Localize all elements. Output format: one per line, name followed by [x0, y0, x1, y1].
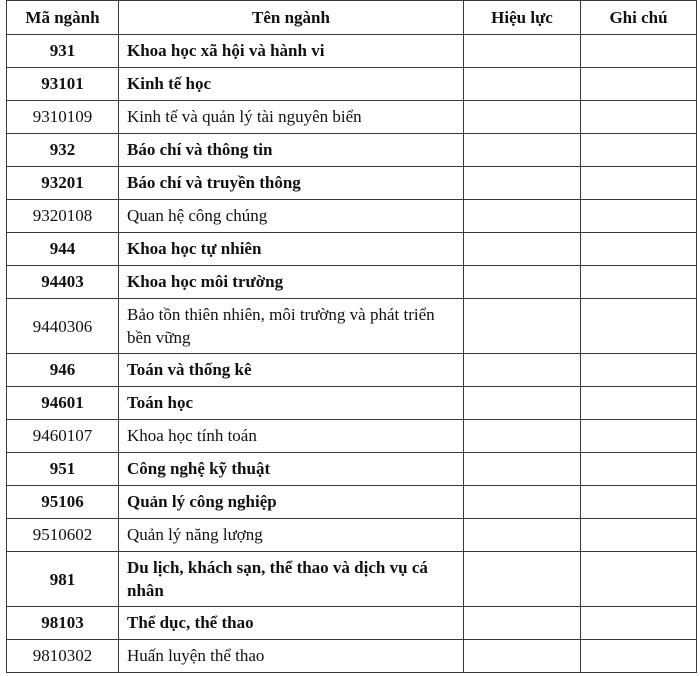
- table-row: [7, 134, 697, 167]
- table-row: [7, 68, 697, 101]
- program-code-cell: 94601: [7, 387, 119, 420]
- program-name-cell: Khoa học môi trường: [119, 266, 464, 299]
- program-name-cell: Quan hệ công chúng: [119, 200, 464, 233]
- effect-cell: [464, 552, 581, 607]
- program-name-cell: Du lịch, khách sạn, thể thao và dịch vụ cá nhân: [119, 552, 464, 607]
- effect-cell: [464, 640, 581, 673]
- program-name-cell: Kinh tế học: [119, 68, 464, 101]
- program-code-cell: 93101: [7, 68, 119, 101]
- program-name-cell: Bảo tồn thiên nhiên, môi trường và phát triển bền vững: [119, 299, 464, 354]
- program-code-cell: 9810302: [7, 640, 119, 673]
- effect-cell: [464, 519, 581, 552]
- table-row: [7, 607, 697, 640]
- program-name-cell: Kinh tế và quản lý tài nguyên biển: [119, 101, 464, 134]
- program-code-cell: 9510602: [7, 519, 119, 552]
- header-effect: Hiệu lực: [464, 1, 581, 35]
- program-code-cell: 9440306: [7, 299, 119, 354]
- note-cell: [581, 486, 697, 519]
- note-cell: [581, 134, 697, 167]
- program-name-cell: Khoa học xã hội và hành vi: [119, 35, 464, 68]
- note-cell: [581, 552, 697, 607]
- program-code-cell: 932: [7, 134, 119, 167]
- table-body: [7, 35, 697, 673]
- program-code-cell: 93201: [7, 167, 119, 200]
- program-code-cell: 98103: [7, 607, 119, 640]
- table-row: [7, 101, 697, 134]
- program-name-cell: Báo chí và truyền thông: [119, 167, 464, 200]
- effect-cell: [464, 233, 581, 266]
- table-row: [7, 387, 697, 420]
- note-cell: [581, 354, 697, 387]
- effect-cell: [464, 453, 581, 486]
- table-row: [7, 420, 697, 453]
- program-code-cell: 9320108: [7, 200, 119, 233]
- effect-cell: [464, 200, 581, 233]
- effect-cell: [464, 354, 581, 387]
- program-name-cell: Huấn luyện thể thao: [119, 640, 464, 673]
- note-cell: [581, 453, 697, 486]
- table-row: [7, 266, 697, 299]
- table-row: [7, 486, 697, 519]
- note-cell: [581, 35, 697, 68]
- program-name-cell: Khoa học tính toán: [119, 420, 464, 453]
- effect-cell: [464, 299, 581, 354]
- program-name-cell: Công nghệ kỹ thuật: [119, 453, 464, 486]
- effect-cell: [464, 134, 581, 167]
- program-name-cell: Thể dục, thể thao: [119, 607, 464, 640]
- program-code-cell: 981: [7, 552, 119, 607]
- header-note: Ghi chú: [581, 1, 697, 35]
- table-row: [7, 200, 697, 233]
- note-cell: [581, 68, 697, 101]
- program-name-cell: Quản lý công nghiệp: [119, 486, 464, 519]
- program-code-cell: 94403: [7, 266, 119, 299]
- table-row: [7, 167, 697, 200]
- effect-cell: [464, 68, 581, 101]
- effect-cell: [464, 35, 581, 68]
- effect-cell: [464, 266, 581, 299]
- program-code-cell: 944: [7, 233, 119, 266]
- effect-cell: [464, 420, 581, 453]
- program-code-table-container: [6, 0, 696, 673]
- program-name-cell: Toán và thống kê: [119, 354, 464, 387]
- note-cell: [581, 519, 697, 552]
- program-code-cell: 9460107: [7, 420, 119, 453]
- table-row: [7, 519, 697, 552]
- program-name-cell: Khoa học tự nhiên: [119, 233, 464, 266]
- note-cell: [581, 101, 697, 134]
- program-code-cell: 951: [7, 453, 119, 486]
- table-row: [7, 552, 697, 607]
- header-code: Mã ngành: [7, 1, 119, 35]
- note-cell: [581, 266, 697, 299]
- table-row: [7, 640, 697, 673]
- effect-cell: [464, 387, 581, 420]
- note-cell: [581, 200, 697, 233]
- note-cell: [581, 233, 697, 266]
- program-code-cell: 931: [7, 35, 119, 68]
- effect-cell: [464, 486, 581, 519]
- program-name-cell: Toán học: [119, 387, 464, 420]
- note-cell: [581, 607, 697, 640]
- note-cell: [581, 420, 697, 453]
- table-row: [7, 354, 697, 387]
- note-cell: [581, 387, 697, 420]
- effect-cell: [464, 101, 581, 134]
- program-name-cell: Báo chí và thông tin: [119, 134, 464, 167]
- program-code-table: [6, 0, 697, 673]
- table-row: [7, 233, 697, 266]
- note-cell: [581, 167, 697, 200]
- program-code-cell: 95106: [7, 486, 119, 519]
- table-row: [7, 299, 697, 354]
- header-name: Tên ngành: [119, 1, 464, 35]
- effect-cell: [464, 607, 581, 640]
- program-code-cell: 9310109: [7, 101, 119, 134]
- table-row: [7, 453, 697, 486]
- program-code-cell: 946: [7, 354, 119, 387]
- table-header-row: [7, 1, 697, 35]
- note-cell: [581, 299, 697, 354]
- table-row: [7, 35, 697, 68]
- program-name-cell: Quản lý năng lượng: [119, 519, 464, 552]
- note-cell: [581, 640, 697, 673]
- effect-cell: [464, 167, 581, 200]
